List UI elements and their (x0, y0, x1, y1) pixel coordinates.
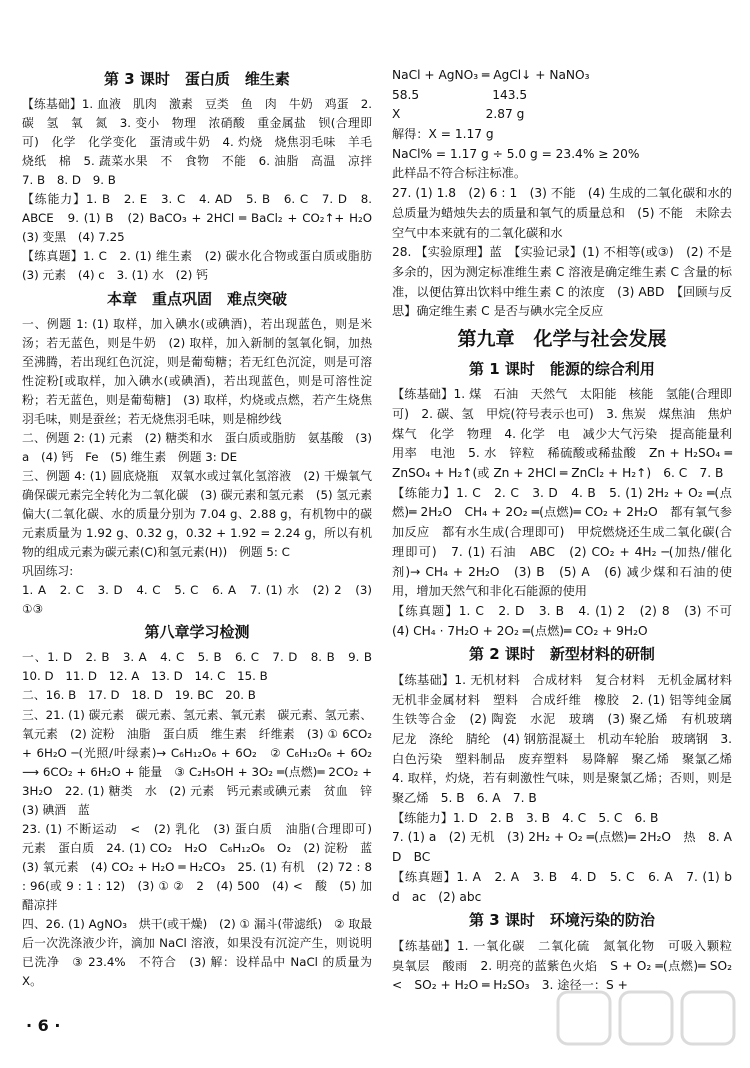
answer-paragraph: 【练能力】1. D 2. B 3. B 4. C 5. C 6. B (392, 810, 659, 825)
answer-paragraph: 【练真题】1. A 2. A 3. B 4. D 5. C 6. A 7. (1) b d ac (2) abc (392, 869, 745, 904)
answer-paragraph: 27. (1) 1.8 (2) 6 : 1 (3) 不能 (4) 生成的二氧化碳和水的总质量为蜡烛失去的质量和氧气的质量总和 (5) 不能 未除去空气中本来就有的二氧化碳和水 (392, 186, 732, 240)
answer-paragraph: 7. (1) a (2) 无机 (3) 2H₂ + O₂ ═(点燃)═ 2H₂O 热 8. A D BC (392, 830, 745, 865)
answer-paragraph: NaCl% = 1.17 g ÷ 5.0 g = 23.4% ≥ 20% (392, 146, 640, 161)
answer-paragraph: 解得：X = 1.17 g (392, 127, 494, 142)
answer-paragraph: 一、1. D 2. B 3. A 4. C 5. B 6. C 7. D 8. B 9. B 10. D 11. D 12. A 13. D 14. C 15. B (22, 650, 384, 684)
answer-paragraph: 三、21. (1) 碳元素 碳元素、氢元素、氧元素 碳元素、氢元素、氧元素 (2) 淀粉 油脂 蛋白质 维生素 纤维素 (3) ① 6CO₂ + 6H₂O ─(光照/叶绿素)→ C₆H₁₂O₆ + 6O₂ ② C₆H₁₂O₆ + 6O₂ ⟶ 6CO₂ + 6H₂O + 能量 ③ C₂H₅OH + 3O₂ ═(点燃)═ 2CO₂ + 3H₂O 22. (1) 糖类 水 (2) 元素 钙元素或碘元素 贫血 锌 (3) 碘酒 蓝 (22, 707, 384, 817)
answer-paragraph: 此样品不符合标注标准。 (392, 166, 527, 181)
answer-paragraph: X 2.87 g (392, 107, 525, 122)
answer-paragraph: 23. (1) 不断运动 < (2) 乳化 (3) 蛋白质 油脂(合理即可) 元素 蛋白质 24. (1) CO₂ H₂O C₆H₁₂O₆ O₂ (2) 淀粉 蓝 (3) 氧元素 (4) CO₂ + H₂O ═ H₂CO₃ 25. (1) 有机 (2) 72 : 8 : 96(或 9 : 1 : 12) (3) ① ② 2 (4) 500 (4) < 酸 (5) 加醋凉拌 (22, 821, 384, 912)
answer-paragraph: 一、例题 1: (1) 取样，加入碘水(或碘酒)，若出现蓝色，则是米汤；若无蓝色，则是牛奶 (2) 取样，加入新制的氢氧化铜，加热至沸腾，若出现红色沉淀，则是葡萄糖；若无红色沉淀，则是可溶性淀粉[或取样，加入碘水(或碘酒)，若出现蓝色，则是可溶性淀粉；若无蓝色，则是葡萄糖] (3) 取样，灼烧或点燃，若产生烧焦羽毛味，则是蚕丝；若无烧焦羽毛味，则是棉纱线 (22, 316, 372, 426)
section-heading: 第 3 课时 蛋白质 维生素 (104, 70, 290, 88)
section-heading: 第八章学习检测 (144, 623, 250, 642)
chapter-heading: 第九章 化学与社会发展 (457, 327, 667, 350)
right-column (392, 66, 745, 996)
answer-paragraph: 二、16. B 17. D 18. D 19. BC 20. B (22, 688, 256, 703)
answer-paragraph: 1. A 2. C 3. D 4. C 5. C 6. A 7. (1) 水 (2) 2 (3) ①③ (22, 583, 372, 617)
answer-paragraph: 【练真题】1. C 2. D 3. B 4. (1) 2 (2) 8 (3) 不可 (4) CH₄ · 7H₂O + 2O₂ ═(点燃)═ CO₂ + 9H₂O (392, 603, 745, 638)
section-heading: 本章 重点巩固 难点突破 (106, 289, 287, 308)
section-heading: 第 2 课时 新型材料的研制 (469, 645, 655, 664)
section-heading: 第 1 课时 能源的综合利用 (469, 359, 655, 378)
answer-paragraph: 【练能力】1. C 2. C 3. D 4. B 5. (1) 2H₂ + O₂ ═(点燃)═ 2H₂O CH₄ + 2O₂ ═(点燃)═ CO₂ + 2H₂O 都有氧气参加反应 都有水生成(合理即可) 甲烷燃烧还生成二氧化碳(合理即可) 7. (1) 石油 ABC (2) CO₂ + 4H₂ ─(加热/催化剂)→ CH₄ + 2H₂O (3) B (5) A (6) 减少煤和石油的使用，增加天然气和非化石能源的使用 (392, 485, 732, 599)
answer-paragraph: 【练基础】1. 煤 石油 天然气 太阳能 核能 氢能(合理即可) 2. 碳、氢 甲烷(符号表示也可) 3. 焦炭 煤焦油 焦炉煤气 化学 物理 4. 化学 电 减少大气污染 提高能量利用率 电池 5. 水 锌粒 稀硫酸或稀盐酸 Zn + H₂SO₄ ═ ZnSO₄ + H₂↑(或 Zn + 2HCl ═ ZnCl₂ + H₂↑) 6. C 7. B (392, 387, 732, 481)
answer-paragraph: 28. 【实验原理】蓝 【实验记录】(1) 不相等(或③) (2) 不是多余的，因为测定标准维生素 C 溶液是确定维生素 C 含量的标准，以便估算出饮料中维生素 C 的浓度 (3) ABD 【回顾与反思】确定维生素 C 是否与碘水完全反应 (392, 245, 732, 319)
answer-paragraph: 【练基础】1. 一氧化碳 二氧化硫 氮氧化物 可吸入颗粒 臭氧层 酸雨 2. 明亮的蓝紫色火焰 S + O₂ ═(点燃)═ SO₂ < SO₂ + H₂O ═ H₂SO₃ 3. 途径一：S + (392, 938, 745, 993)
answer-paragraph: 四、26. (1) AgNO₃ 烘干(或干燥) (2) ① 漏斗(带滤纸) ② 取最后一次洗涤液少许，滴加 NaCl 溶液，如果没有沉淀产生，则说明已洗净 ③ 23.4% 不符合 (3) 解：设样品中 NaCl 的质量为 X。 (22, 917, 372, 989)
left-column (22, 66, 384, 991)
answer-paragraph: 【练基础】1. 无机材料 合成材料 复合材料 无机金属材料 无机非金属材料 塑料 合成纤维 橡胶 2. (1) 铝等纯金属 生铁等合金 (2) 陶瓷 水泥 玻璃 (3) 聚乙烯 有机玻璃 尼龙 涤纶 腈纶 (4) 钢筋混凝土 机动车轮胎 玻璃钢 3. 白色污染 塑料制品 废弃塑料 易降解 聚乙烯 聚氯乙烯 4. 取样，灼烧，若有刺激性气味，则是聚氯乙烯；否则，则是聚乙烯 5. B 6. A 7. B (392, 672, 745, 806)
answer-paragraph: 二、例题 2: (1) 元素 (2) 糖类和水 蛋白质或脂肪 氨基酸 (3) a (4) 钙 Fe (5) 维生素 例题 3: DE (22, 430, 372, 464)
answer-paragraph: 58.5 143.5 (392, 87, 528, 102)
answer-paragraph: 三、例题 4: (1) 圆底烧瓶 双氧水或过氧化氢溶液 (2) 干燥氧气 确保碳元素完全转化为二氧化碳 (3) 碳元素和氢元素 (5) 氢元素 偏大(二氧化碳、水的质量分别为 7.04 g、2.88 g，有机物中的碳元素质量为 1.92 g、0.32 g，0.32 + 1.92 = 2.24 g，所以有机物的组成元素为碳元素(C)和氢元素(H)) 例题 5: C (22, 468, 384, 560)
answer-paragraph: NaCl + AgNO₃ ═ AgCl↓ + NaNO₃ (392, 68, 590, 82)
watermark-logo (556, 986, 736, 1058)
answer-paragraph: 【练基础】1. 血液 肌肉 激素 豆类 鱼 肉 牛奶 鸡蛋 2. 碳 氢 氧 氮 3. 变小 物理 浓硝酸 重金属盐 钡(合理即可) 化学 化学变化 蛋清或牛奶 4. 灼烧 烧焦羽毛味 羊毛 烧纸 棉 5. 蔬菜水果 不 食物 不能 6. 油脂 高温 凉拌 7. B 8. D 9. B (22, 97, 384, 188)
section-heading: 第 3 课时 环境污染的防治 (469, 911, 655, 930)
answer-paragraph: 巩固练习: (22, 564, 74, 579)
answer-paragraph: 【练能力】1. B 2. E 3. C 4. AD 5. B 6. C 7. D 8. ABCE 9. (1) B (2) BaCO₃ + 2HCl ═ BaCl₂ + CO₂↑+ H₂O (3) 变黑 (4) 7.25 (22, 192, 384, 245)
page-number: · 6 · (26, 1016, 61, 1035)
answer-paragraph: 【练真题】1. C 2. (1) 维生素 (2) 碳水化合物或蛋白质或脂肪 (3) 元素 (4) c 3. (1) 水 (2) 钙 (22, 249, 384, 283)
